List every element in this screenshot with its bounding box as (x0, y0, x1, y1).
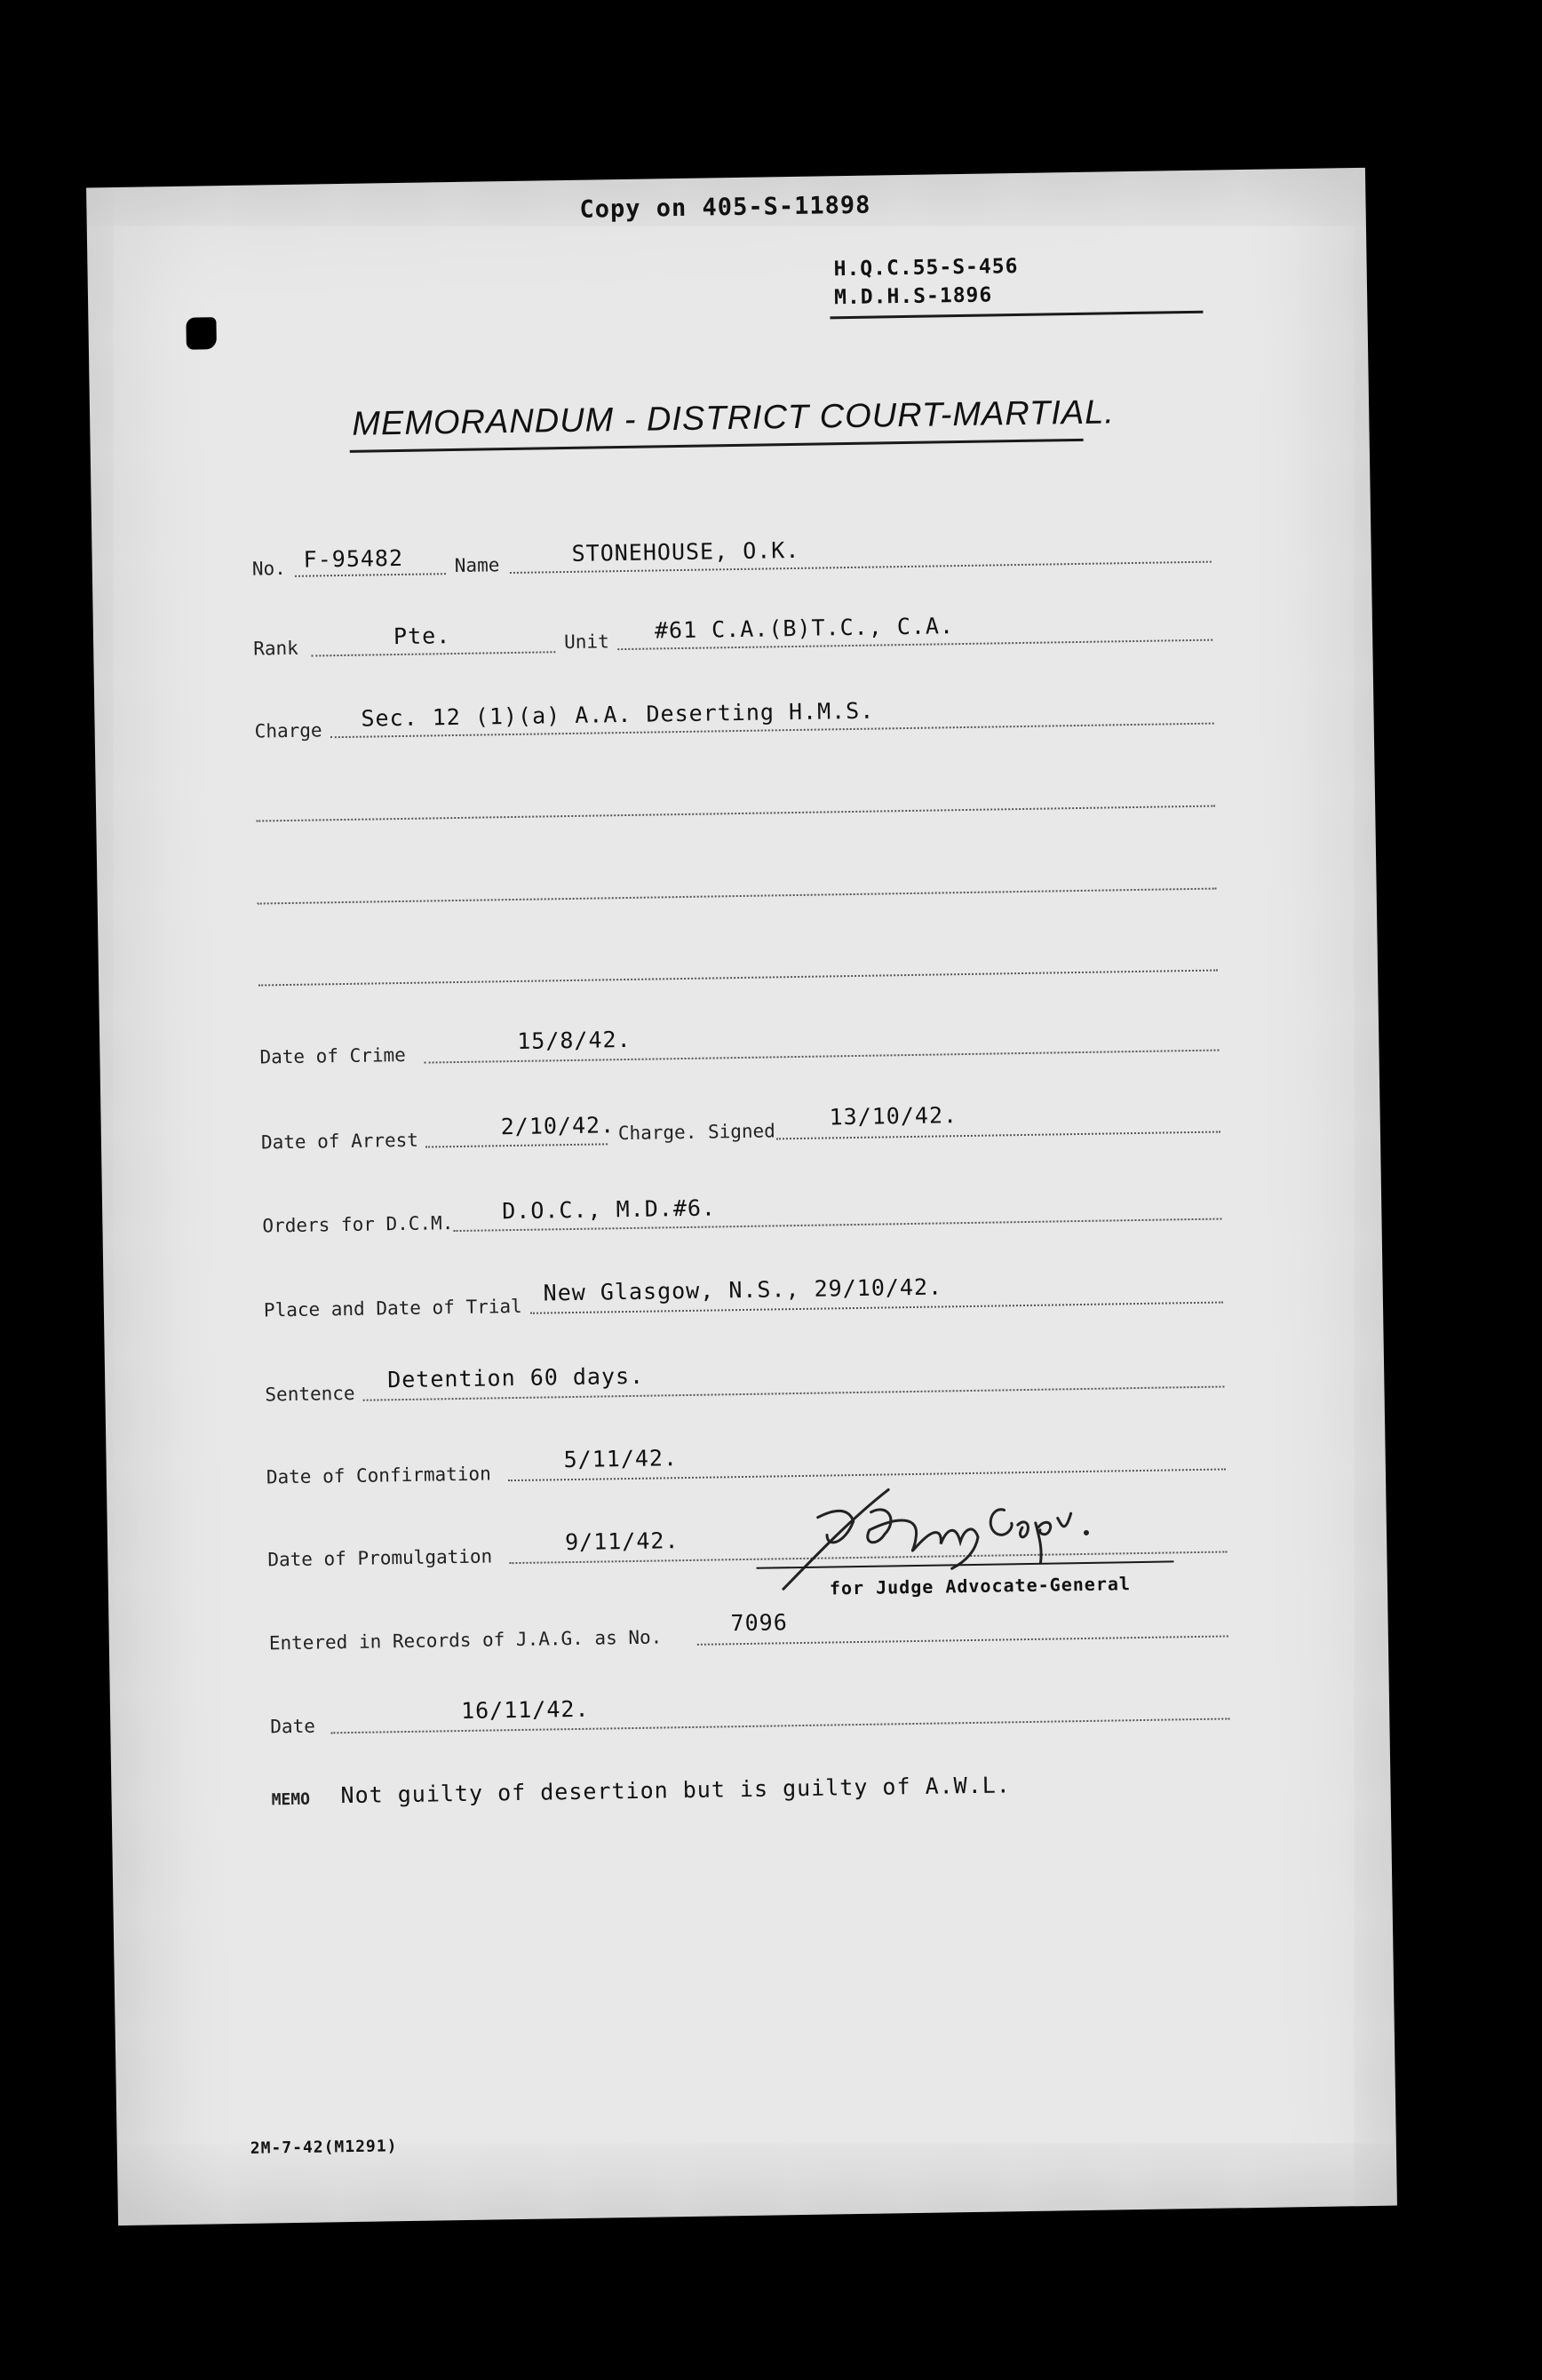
date-label: Date (270, 1715, 316, 1738)
no-value: F-95482 (303, 544, 404, 573)
date-of-crime-value: 15/8/42. (516, 1026, 632, 1054)
form-code: 2M-7-42(M1291) (250, 2137, 398, 2158)
unit-label: Unit (563, 631, 609, 654)
charge-continuation-line-3 (258, 970, 1218, 987)
name-label: Name (454, 554, 500, 576)
charge-continuation-line-2 (258, 888, 1217, 905)
date-of-promulgation-value: 9/11/42. (564, 1527, 680, 1556)
date-of-promulgation-label: Date of Promulgation (267, 1545, 493, 1571)
date-of-confirmation-label: Date of Confirmation (266, 1463, 491, 1488)
date-of-arrest-value: 2/10/42. (500, 1112, 616, 1140)
charge-signed-dotted-line (776, 1131, 1220, 1140)
orders-label: Orders for D.C.M. (262, 1212, 454, 1237)
date-of-arrest-dotted-line (425, 1143, 608, 1147)
no-label: No. (251, 557, 286, 580)
rank-value: Pte. (393, 623, 451, 650)
unit-value: #61 C.A.(B)T.C., C.A. (654, 613, 955, 644)
date-of-confirmation-value: 5/11/42. (563, 1445, 679, 1473)
page-title: MEMORANDUM - DISTRICT COURT-MARTIAL. (351, 393, 1116, 443)
date-of-arrest-label: Date of Arrest (260, 1129, 419, 1154)
copy-reference: Copy on 405-S-11898 (579, 191, 871, 224)
name-value: STONEHOUSE, O.K. (571, 536, 800, 567)
memorandum-sheet (86, 168, 1397, 2225)
charge-continuation-line-1 (256, 805, 1215, 822)
no-dotted-line (295, 573, 446, 577)
place-date-trial-value: New Glasgow, N.S., 29/10/42. (543, 1273, 943, 1306)
memo-value: Not guilty of desertion but is guilty of A.W.L. (340, 1772, 1012, 1809)
mdh-reference: M.D.H.S-1896 (833, 283, 993, 310)
place-date-trial-label: Place and Date of Trial (263, 1295, 522, 1321)
sentence-label: Sentence (265, 1382, 355, 1406)
charge-value: Sec. 12 (1)(a) A.A. Deserting H.M.S. (361, 697, 875, 732)
date-value: 16/11/42. (460, 1695, 590, 1725)
charge-signed-value: 13/10/42. (829, 1102, 958, 1130)
signature-caption: for Judge Advocate-General (829, 1573, 1132, 1599)
hqc-reference: H.Q.C.55-S-456 (833, 254, 1019, 282)
rank-label: Rank (253, 637, 299, 660)
sentence-value: Detention 60 days. (386, 1362, 645, 1393)
charge-signed-label: Charge. Signed (617, 1120, 776, 1145)
orders-value: D.O.C., M.D.#6. (501, 1194, 717, 1225)
charge-label: Charge (254, 719, 322, 742)
reference-underline (830, 311, 1203, 320)
jag-record-value: 7096 (730, 1609, 788, 1637)
date-of-crime-label: Date of Crime (259, 1043, 407, 1068)
jag-record-label: Entered in Records of J.A.G. as No. (268, 1626, 663, 1654)
jag-record-dotted-line (697, 1635, 1228, 1645)
rank-dotted-line (311, 651, 555, 656)
memo-label: MEMO (271, 1789, 311, 1810)
punch-hole (186, 317, 217, 350)
